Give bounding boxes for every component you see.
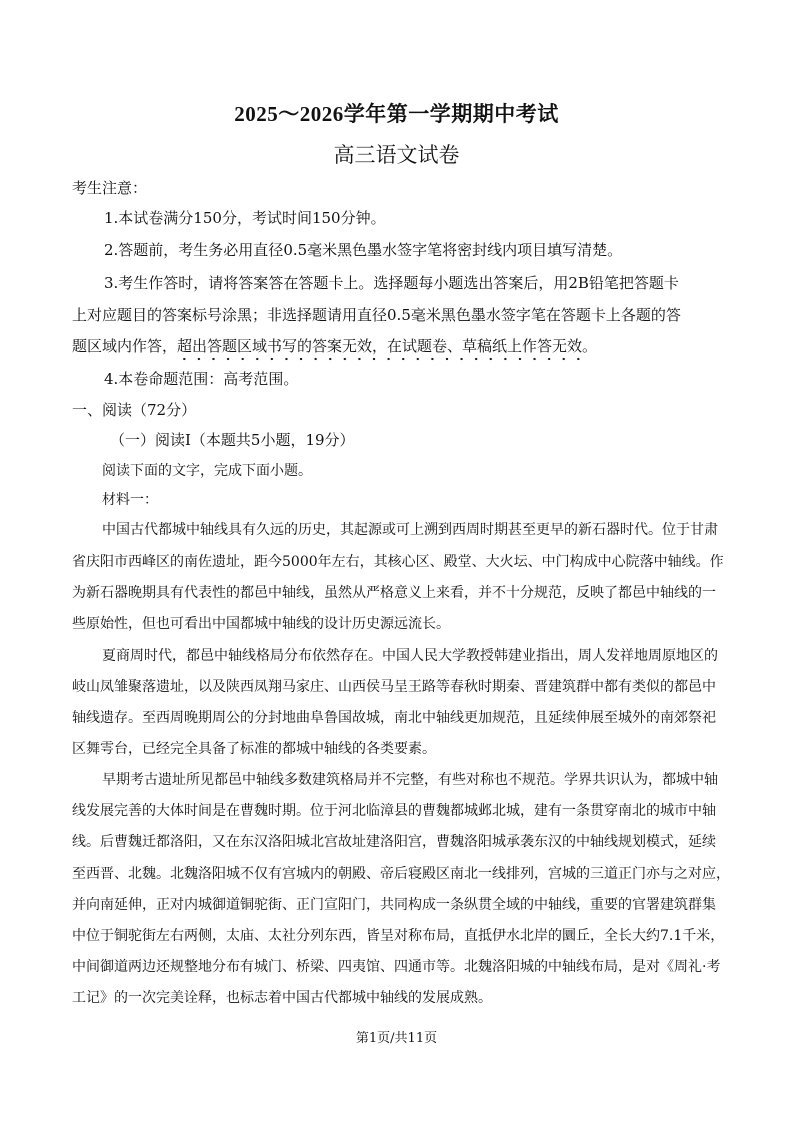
exam-subtitle: 高三语文试卷 [333, 143, 460, 167]
material-label: 材料一： [102, 492, 158, 508]
emphasis-dotted-text: 超出答题区域书写的答案无效，在试题卷、草稿纸上作答无效 [177, 337, 582, 362]
passage-line: 线发展完善的大体时间是在曹魏时期。位于河北临漳县的曹魏都城邺北城，建有一条贯穿南北的城市中轴 [72, 803, 716, 819]
passage-line: 早期考古遗址所见都邑中轴线多数建筑格局并不完整，有些对称也不规范。学界共识认为，都城中轴 [102, 772, 718, 788]
passage-line: 轴线遗存。至西周晚期周公的分封地曲阜鲁国故城，南北中轴线更加规范，且延续伸展至城外的南郊祭祀 [72, 710, 716, 726]
passage-line: 并向南延伸，正对内城御道铜驼街、正门宣阳门，共同构成一条纵贯全域的中轴线，重要的官署建筑群集 [72, 897, 716, 913]
notice-heading: 考生注意： [72, 179, 148, 197]
passage-line: 中国古代都城中轴线具有久远的历史，其起源或可上溯到西周时期甚至更早的新石器时代。位于甘肃 [102, 522, 718, 538]
passage-line: 岐山凤雏聚落遗址，以及陕西凤翔马家庄、山西侯马呈王路等春秋时期秦、晋建筑群中都有类似的都邑中 [72, 679, 716, 695]
notice-item-3-end [72, 336, 724, 356]
notice-item-3: 3.考生作答时，请将答案答在答题卡上。选择题每小题选出答案后，用2B铅笔把答题卡 [104, 274, 679, 292]
passage-line: 省庆阳市西峰区的南佐遗址，距今5000年左右，其核心区、殿堂、大火坛、中门构成中心院落中轴线。作 [72, 554, 724, 570]
exam-title: 2025～2026学年第一学期期中考试 [234, 102, 559, 126]
passage-line: 工记》的一次完美诠释，也标志着中国古代都城中轴线的发展成熟。 [72, 990, 492, 1006]
notice-item-4: 4.本卷命题范围：高考范围。 [104, 370, 299, 388]
notice-item-2: 2.答题前，考生务必用直径0.5毫米黑色墨水签字笔将密封线内项目填写清楚。 [104, 241, 623, 259]
passage-line: 至西晋、北魏。北魏洛阳城不仅有宫城内的朝殿、帝后寝殿区南北一线排列，宫城的三道正门亦与之对应， [72, 866, 730, 882]
section-heading: 一、阅读（72分） [72, 401, 197, 419]
notice-item-1: 1.本试卷满分150分，考试时间150分钟。 [104, 209, 386, 227]
passage-line: 为新石器晚期具有代表性的都邑中轴线，虽然从严格意义上来看，并不十分规范，反映了都邑中轴线的一 [72, 585, 716, 601]
notice-item-3-suffix: 。 [582, 337, 598, 355]
passage-line: 区舞雩台，已经完全具备了标准的都城中轴线的各类要素。 [72, 741, 436, 757]
notice-item-3-cont: 上对应题目的答案标号涂黑；非选择题请用直径0.5毫米黑色墨水签字笔在答题卡上各题的答 [72, 306, 681, 324]
section-subheading: （一）阅读Ⅰ（本题共5小题，19分） [110, 431, 355, 449]
page-number: 第1页/共11页 [355, 1031, 438, 1046]
passage-line: 夏商周时代，都邑中轴线格局分布依然存在。中国人民大学教授韩建业指出，周人发祥地周原地区的 [102, 648, 718, 664]
passage-line: 线。后曹魏迁都洛阳，又在东汉洛阳城北宫故址建洛阳宫，曹魏洛阳城承袭东汉的中轴线规划模式，延续 [72, 834, 716, 850]
notice-item-3-prefix: 题区域内作答， [72, 337, 178, 355]
passage-line: 中位于铜驼街左右两侧，太庙、太社分列东西，皆呈对称布局，直抵伊水北岸的圜丘，全长大约7.1千米， [72, 928, 725, 944]
reading-instruction: 阅读下面的文字，完成下面小题。 [102, 463, 312, 479]
passage-line: 些原始性，但也可看出中国都城中轴线的设计历史源远流长。 [72, 616, 450, 632]
passage-line: 中间御道两边还规整地分布有城门、桥梁、四夷馆、四通市等。北魏洛阳城的中轴线布局，是对《周礼·考 [72, 959, 721, 975]
